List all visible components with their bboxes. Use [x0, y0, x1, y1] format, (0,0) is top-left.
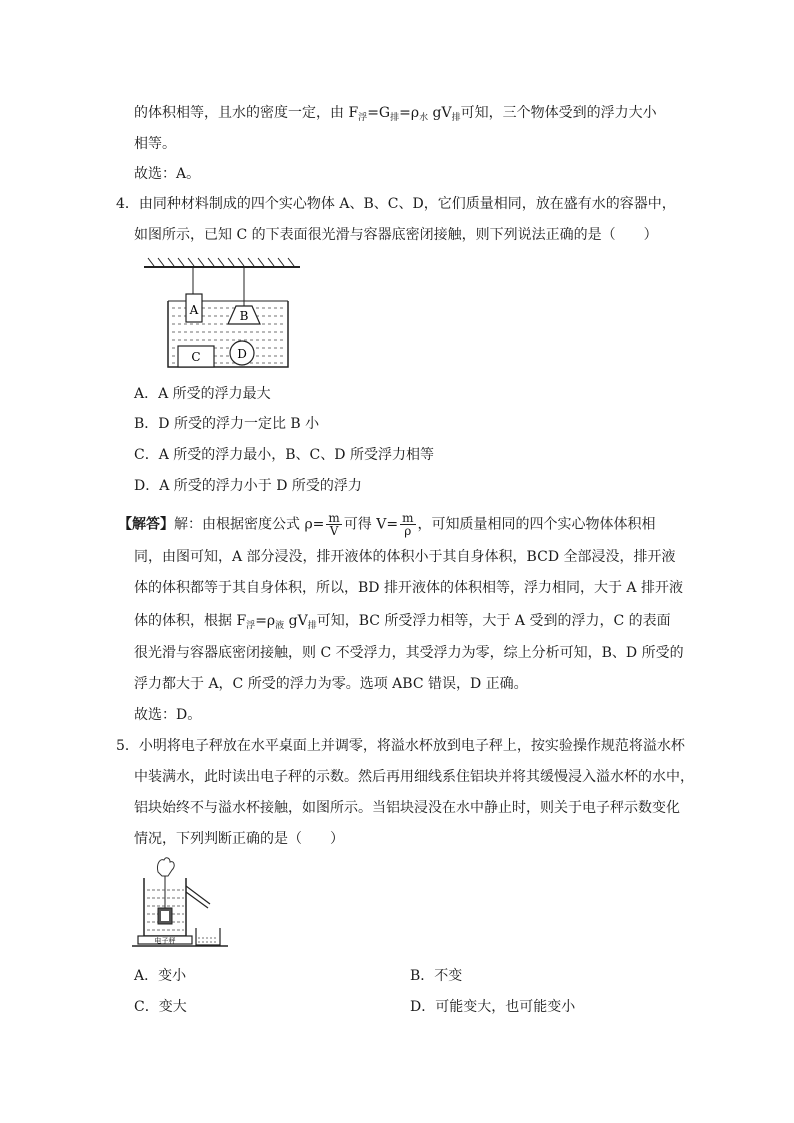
q4-stem-line-1: 4．由同种材料制成的四个实心物体 A、B、C、D，它们质量相同，放在盛有水的容器中，	[116, 196, 676, 212]
prev-answer: 故选：A。	[134, 166, 201, 182]
prev-solution-line-1: 的体积相等，且水的密度一定，由 $F_浮=G_排=\rho_水$ $gV_排$可知，三个物体受到的浮力大小	[134, 105, 657, 123]
q4-fig-label-a: A	[189, 303, 199, 317]
q4-fig-label-c: C	[191, 350, 201, 364]
q4-figure	[138, 256, 306, 370]
fraction-m-over-rho: $\frac{m}{\rho}$	[402, 511, 414, 538]
q4-option-a[interactable]: A．A 所受的浮力最大	[134, 386, 271, 402]
q4-solution-line-5: 很光滑与容器底密闭接触，则 C 不受浮力，其受浮力为零，综上分析可知，B、D 所受的	[134, 645, 684, 661]
q5-option-c[interactable]: C．变大	[134, 999, 187, 1015]
q5-option-a[interactable]: A．变小	[134, 968, 187, 984]
q4-stem-line-2: 如图所示，已知 C 的下表面很光滑与容器底密闭接触，则下列说法正确的是（ ）	[134, 227, 658, 243]
q4-answer: 故选：D。	[134, 707, 202, 723]
q4-option-d[interactable]: D．A 所受的浮力小于 D 所受的浮力	[134, 478, 362, 494]
q4-option-b[interactable]: B．D 所受的浮力一定比 B 小	[134, 416, 320, 432]
scale-label: 电子秤	[154, 937, 176, 945]
q5-option-b[interactable]: B．不变	[410, 968, 463, 984]
q4-option-c[interactable]: C．A 所受的浮力最小，B、C、D 所受浮力相等	[134, 447, 434, 463]
q5-stem-line-1: 5．小明将电子秤放在水平桌面上并调零，将溢水杯放到电子秤上，按实验操作规范将溢水杯	[116, 738, 685, 754]
q4-solution-line-6: 浮力都大于 A，C 所受的浮力为零。选项 ABC 错误，D 正确。	[134, 676, 528, 692]
q4-solution-line-4: 体的体积，根据 $F_浮=\rho_液$ $gV_排$可知，BC 所受浮力相等，大于 A 受到的浮力，C 的表面	[134, 613, 671, 631]
solution-tag: 【解答】	[118, 516, 174, 533]
prev-solution-line-2: 相等。	[134, 136, 176, 152]
q4-solution-line-2: 同，由图可知，A 部分浸没，排开液体的体积小于其自身体积，BCD 全部浸没，排开液	[134, 549, 676, 565]
q4-solution-line-3: 体的体积都等于其自身体积，所以，BD 排开液体的体积相等，浮力相同，大于 A 排开液	[134, 580, 683, 596]
q4-fig-label-d: D	[237, 347, 247, 361]
q5-stem-line-3: 铝块始终不与溢水杯接触，如图所示。当铝块浸没在水中静止时，则关于电子秤示数变化	[134, 800, 680, 816]
q5-option-d[interactable]: D．可能变大，也可能变小	[410, 999, 576, 1015]
fraction-m-over-v: $\frac{m}{V}$	[328, 511, 340, 538]
q4-fig-label-b: B	[239, 309, 249, 323]
q5-stem-line-2: 中装满水，此时读出电子秤的示数。然后再用细线系住铝块并将其缓慢浸入溢水杯的水中，	[134, 769, 694, 785]
q4-solution-line-1: 【解答】解：由根据密度公式 ρ= $\frac{m}{V}$ 可得 V= $\frac{m}{\rho}$ ，可知质量相同的四个实心物体体积相	[118, 511, 656, 538]
q5-stem-line-4: 情况，下列判断正确的是（ ）	[134, 831, 344, 847]
q5-figure	[130, 856, 230, 952]
